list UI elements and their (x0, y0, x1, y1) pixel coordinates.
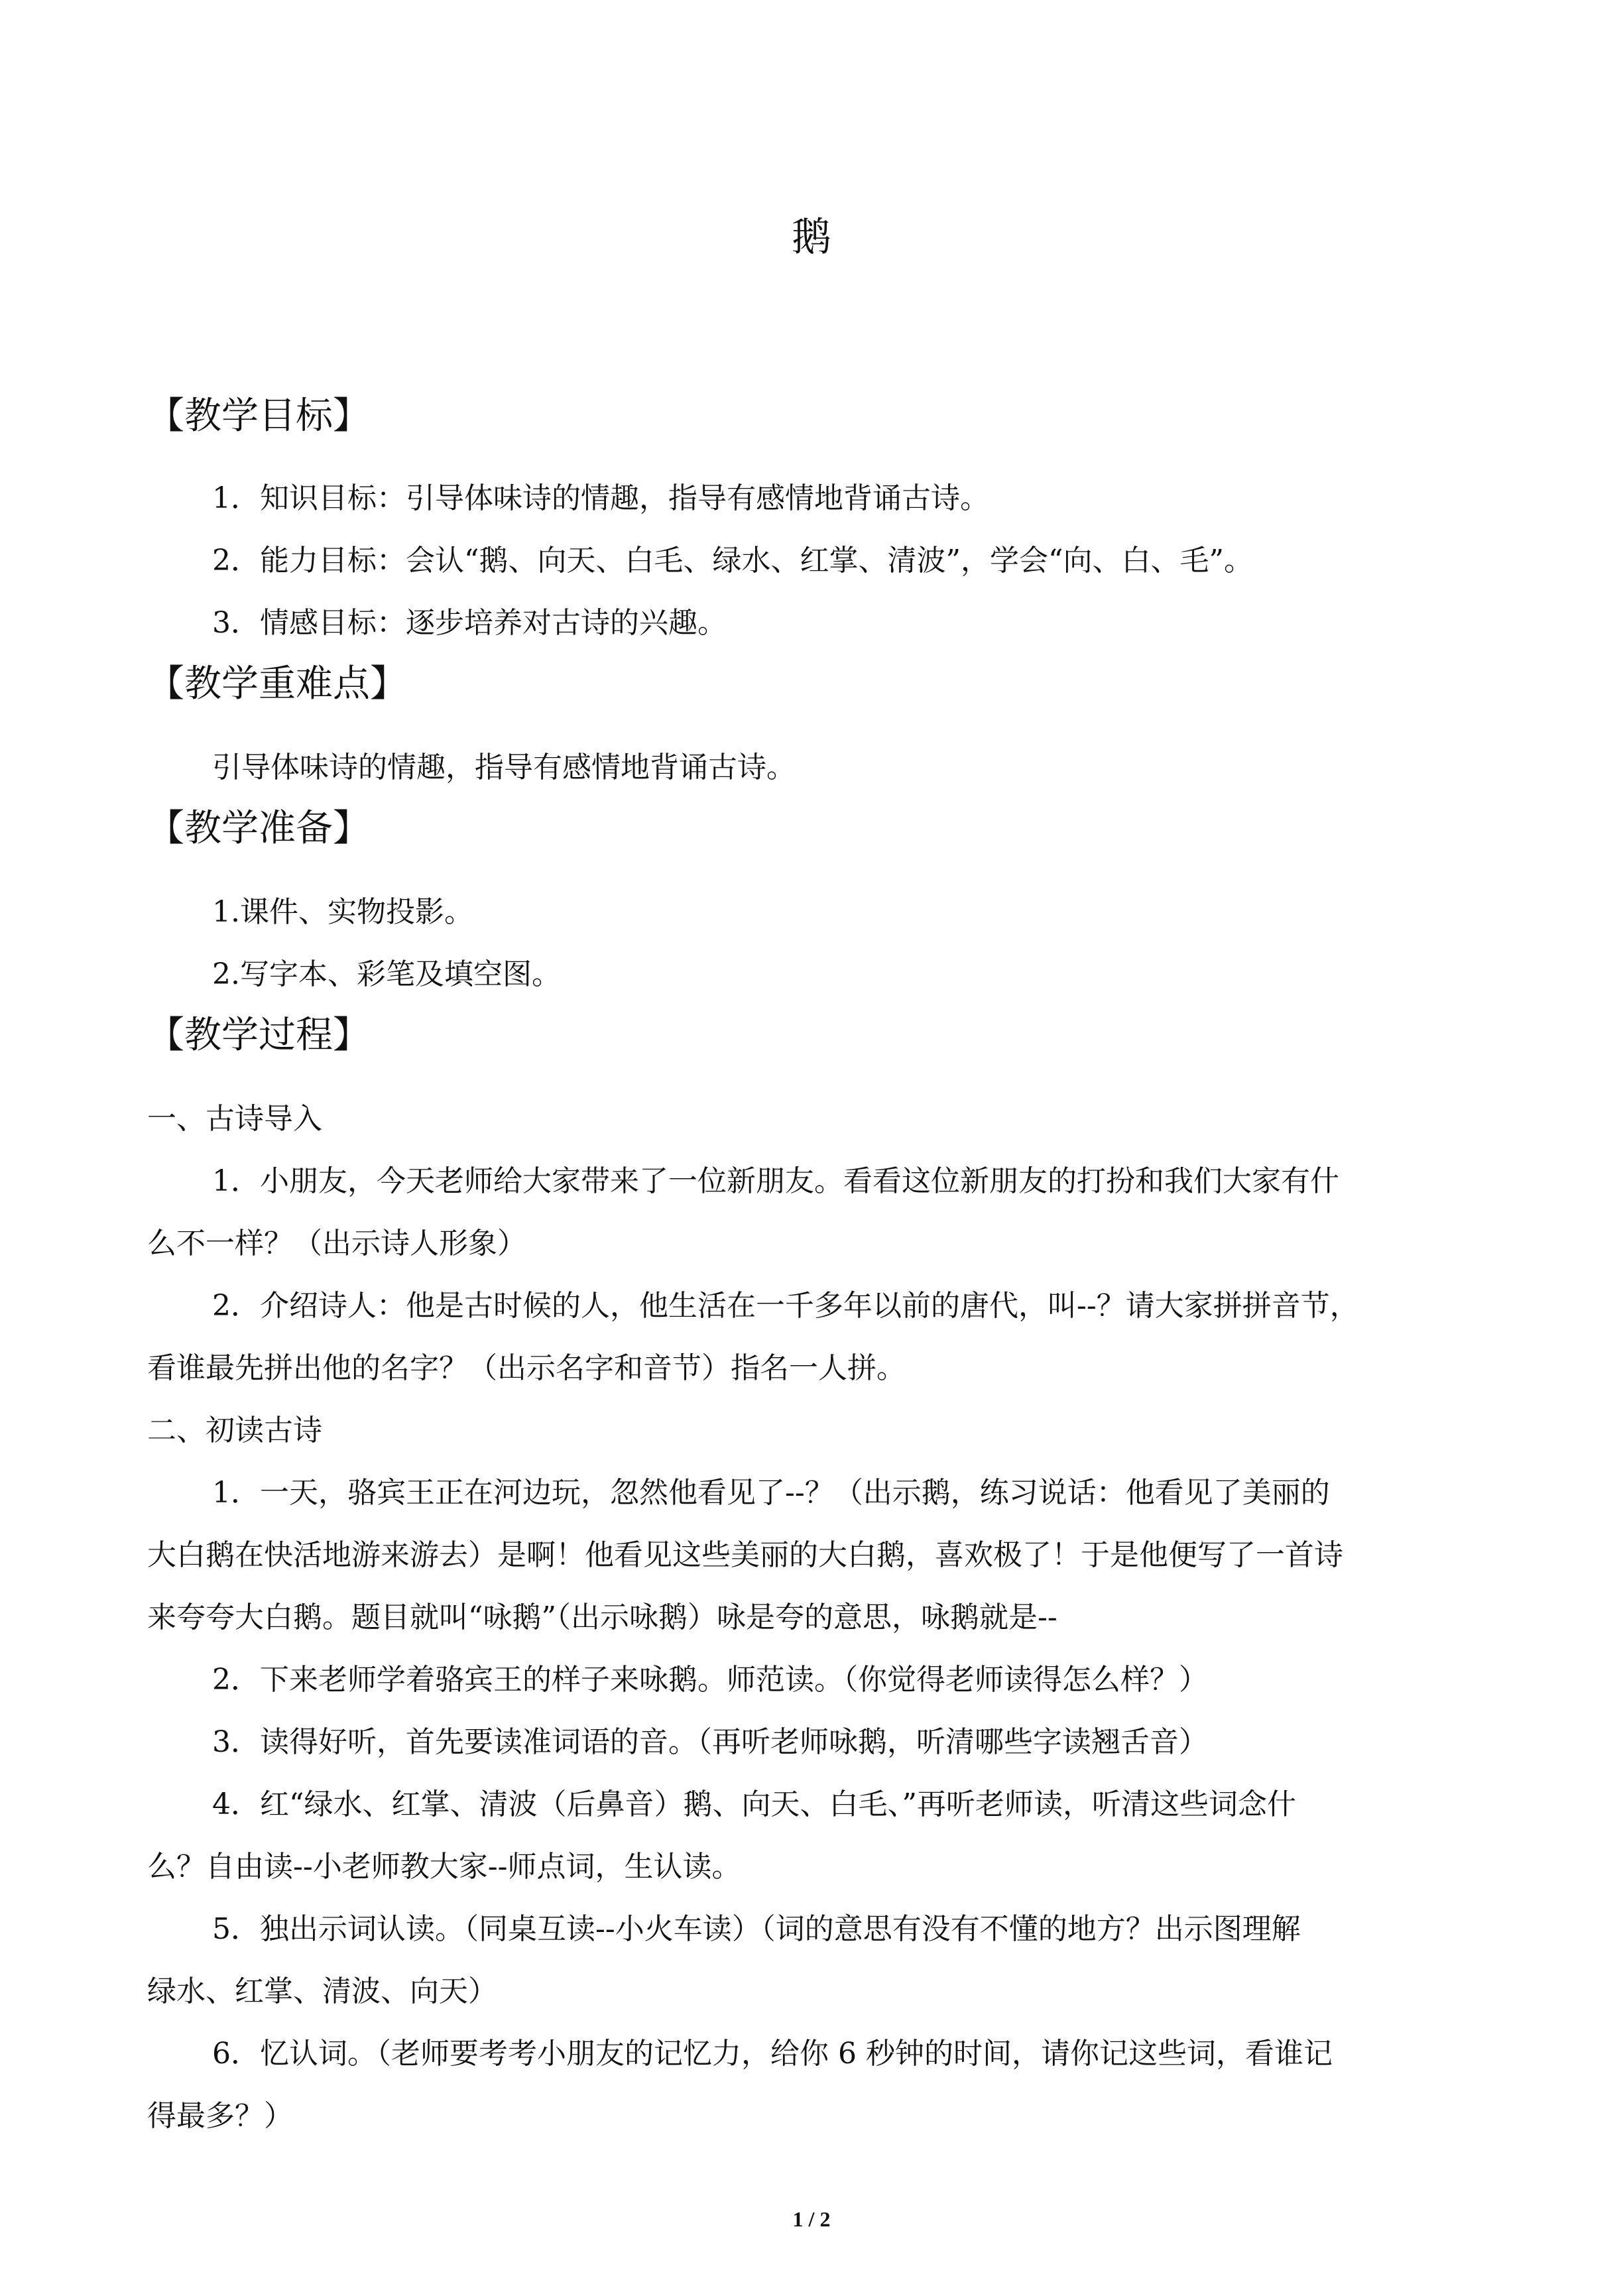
process-paragraph-line: 4．红“绿水、红掌、清波（后鼻音）鹅、向天、白毛、”再听老师读，听清这些词念什 (212, 1787, 1296, 1821)
process-paragraph-line: 2．下来老师学着骆宾王的样子来咏鹅。师范读。（你觉得老师读得怎么样？） (212, 1663, 1208, 1697)
process-paragraph-line: 看谁最先拼出他的名字？（出示名字和音节）指名一人拼。 (147, 1351, 906, 1385)
goal-item: 1．知识目标：引导体味诗的情趣，指导有感情地背诵古诗。 (212, 481, 989, 515)
section-heading-process: 【教学过程】 (147, 1014, 370, 1057)
process-paragraph-line: 2．介绍诗人：他是古时候的人，他生活在一千多年以前的唐代，叫--？请大家拼拼音节， (212, 1289, 1359, 1323)
process-paragraph-line: 3．读得好听，首先要读准词语的音。（再听老师咏鹅，听清哪些字读翘舌音） (212, 1725, 1208, 1759)
goal-item: 2．能力目标：会认“鹅、向天、白毛、绿水、红掌、清波”，学会“向、白、毛”。 (212, 544, 1253, 577)
process-part-title: 一、古诗导入 (147, 1102, 322, 1136)
process-paragraph-line: 绿水、红掌、清波、向天） (147, 1974, 497, 2008)
process-paragraph-line: 1．小朋友，今天老师给大家带来了一位新朋友。看看这位新朋友的打扮和我们大家有什 (212, 1164, 1339, 1198)
section-heading-goals: 【教学目标】 (147, 394, 370, 438)
process-part-title: 二、初读古诗 (147, 1414, 322, 1447)
process-paragraph-line: 么？自由读--小老师教大家--师点词，生认读。 (147, 1850, 741, 1884)
section-heading-keypoints: 【教学重难点】 (147, 662, 407, 705)
prep-item: 2.写字本、彩笔及填空图。 (212, 957, 561, 991)
section-heading-prep: 【教学准备】 (147, 807, 370, 850)
process-paragraph-line: 1．一天，骆宾王正在河边玩，忽然他看见了--？（出示鹅，练习说话：他看见了美丽的 (212, 1476, 1330, 1510)
document-title: 鹅 (792, 214, 831, 261)
process-paragraph-line: 5．独出示词认读。（同桌互读--小火车读）（词的意思有没有不懂的地方？出示图理解 (212, 1912, 1301, 1946)
process-paragraph-line: 得最多？） (147, 2099, 293, 2133)
process-paragraph-line: 么不一样？（出示诗人形象） (147, 1227, 526, 1260)
keypoints-text: 引导体味诗的情趣，指导有感情地背诵古诗。 (212, 751, 796, 784)
process-paragraph-line: 6．忆认词。（老师要考考小朋友的记忆力，给你 6 秒钟的时间，请你记这些词，看谁记 (212, 2037, 1333, 2071)
process-paragraph-line: 大白鹅在快活地游来游去）是啊！他看见这些美丽的大白鹅，喜欢极了！于是他便写了一首诗 (147, 1538, 1343, 1572)
page-number: 1 / 2 (792, 2207, 831, 2231)
process-paragraph-line: 来夸夸大白鹅。题目就叫“咏鹅”（出示咏鹅）咏是夸的意思，咏鹅就是-- (147, 1601, 1057, 1634)
goal-item: 3．情感目标：逐步培养对古诗的兴趣。 (212, 606, 727, 640)
prep-item: 1.课件、实物投影。 (212, 895, 473, 929)
